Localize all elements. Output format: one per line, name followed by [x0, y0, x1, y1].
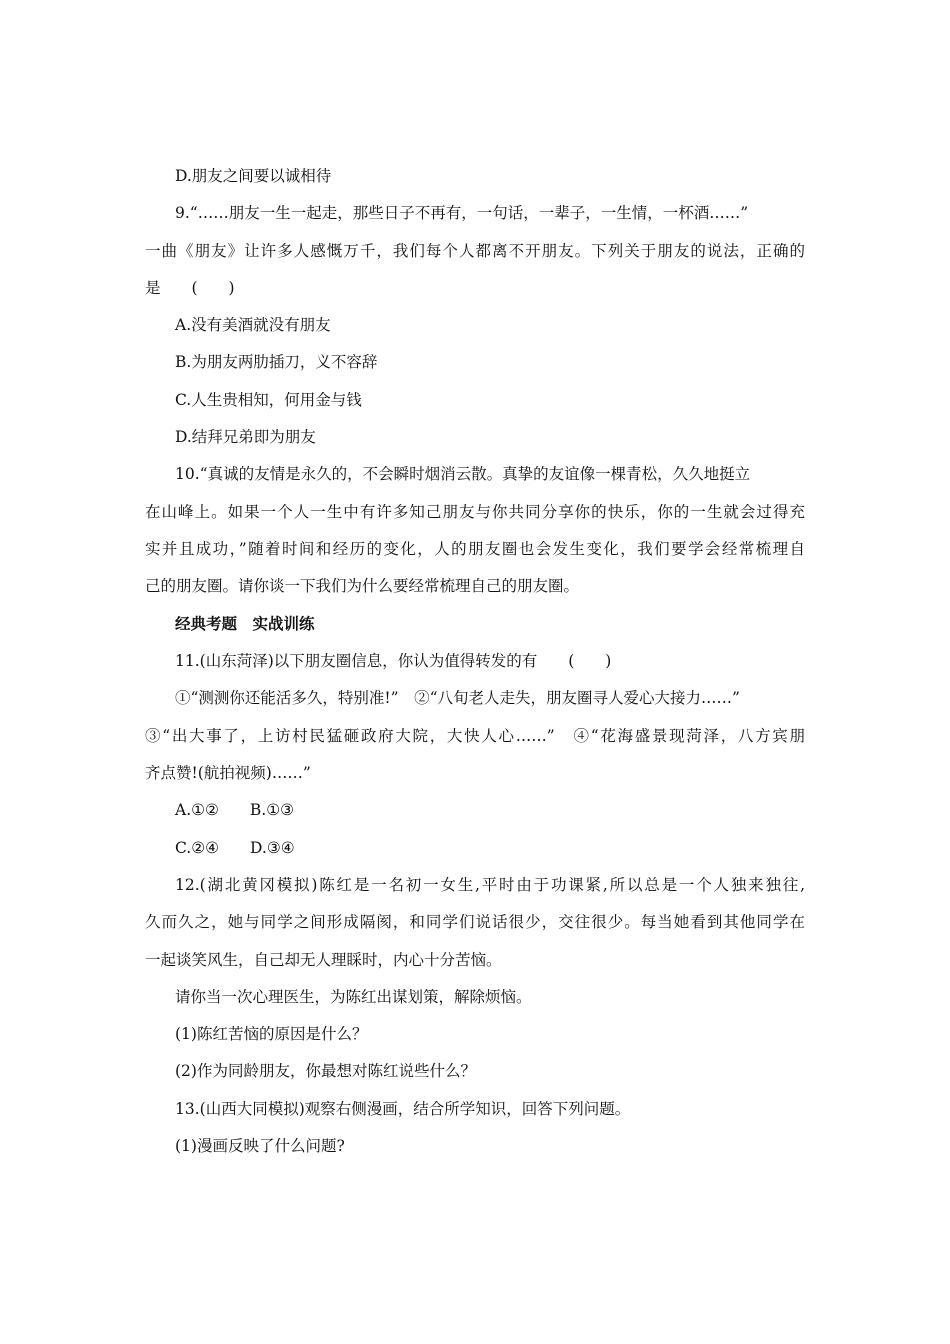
- q12-line-1: 12.(湖北黄冈模拟)陈红是一名初一女生,平时由于功课紧,所以总是一个人独来独往,: [175, 876, 805, 894]
- q12-sub-2: (2)作为同龄朋友，你最想对陈红说些什么？: [175, 1062, 476, 1080]
- q10-line-4: 己的朋友圈。请你谈一下我们为什么要经常梳理自己的朋友圈。: [145, 577, 580, 595]
- section-heading: 经典考题 实战训练: [175, 615, 315, 633]
- q9-option-b: B.为朋友两肋插刀，义不容辞: [175, 353, 378, 371]
- q9-option-c: C.人生贵相知，何用金与钱: [175, 391, 362, 409]
- q11-items-line-3: 齐点赞!(航拍视频)……”: [145, 764, 311, 782]
- q10-line-1: 10.“真诚的友情是永久的，不会瞬时烟消云散。真挚的友谊像一棵青松，久久地挺立: [175, 465, 751, 483]
- q9-stem-line-2: 一曲《朋友》让许多人感慨万千，我们每个人都离不开朋友。下列关于朋友的说法，正确的: [145, 242, 805, 260]
- q12-sub-1: (1)陈红苦恼的原因是什么？: [175, 1025, 368, 1043]
- q9-stem-line-3: 是 ( ): [145, 279, 235, 297]
- q9-option-d: D.结拜兄弟即为朋友: [175, 428, 316, 446]
- q12-line-3: 一起谈笑风生，自己却无人理睬时，内心十分苦恼。: [145, 951, 502, 969]
- q11-items-line-2: ③“出大事了，上访村民猛砸政府大院，大快人心……” ④“花海盛景现菏泽，八方宾朋: [145, 727, 805, 745]
- q13-stem: 13.(山西大同模拟)观察右侧漫画，结合所学知识，回答下列问题。: [175, 1100, 631, 1118]
- q8-option-d: D.朋友之间要以诚相待: [175, 167, 332, 185]
- q9-option-a: A.没有美酒就没有朋友: [175, 316, 331, 334]
- q11-options-cd: C.②④ D.③④: [175, 839, 295, 857]
- q13-sub-1: (1)漫画反映了什么问题?: [175, 1137, 345, 1155]
- q11-items-line-1: ①“测测你还能活多久，特别准!” ②“八旬老人走失，朋友圈寻人爱心大接力……”: [175, 689, 740, 707]
- q10-line-3: 实并且成功，”随着时间和经历的变化，人的朋友圈也会发生变化，我们要学会经常梳理自: [145, 540, 805, 558]
- q11-stem: 11.(山东菏泽)以下朋友圈信息，你认为值得转发的有 ( ): [175, 652, 612, 670]
- q12-line-2: 久而久之，她与同学之间形成隔阂，和同学们说话很少，交往很少。每当她看到其他同学在: [145, 913, 805, 931]
- q12-prompt: 请你当一次心理医生，为陈红出谋划策，解除烦恼。: [175, 988, 532, 1006]
- q11-options-ab: A.①② B.①③: [175, 801, 295, 819]
- q10-line-2: 在山峰上。如果一个人一生中有许多知己朋友与你共同分享你的快乐，你的一生就会过得充: [145, 503, 805, 521]
- q9-stem-line-1: 9.“……朋友一生一起走，那些日子不再有，一句话，一辈子，一生情，一杯酒……”: [175, 204, 749, 222]
